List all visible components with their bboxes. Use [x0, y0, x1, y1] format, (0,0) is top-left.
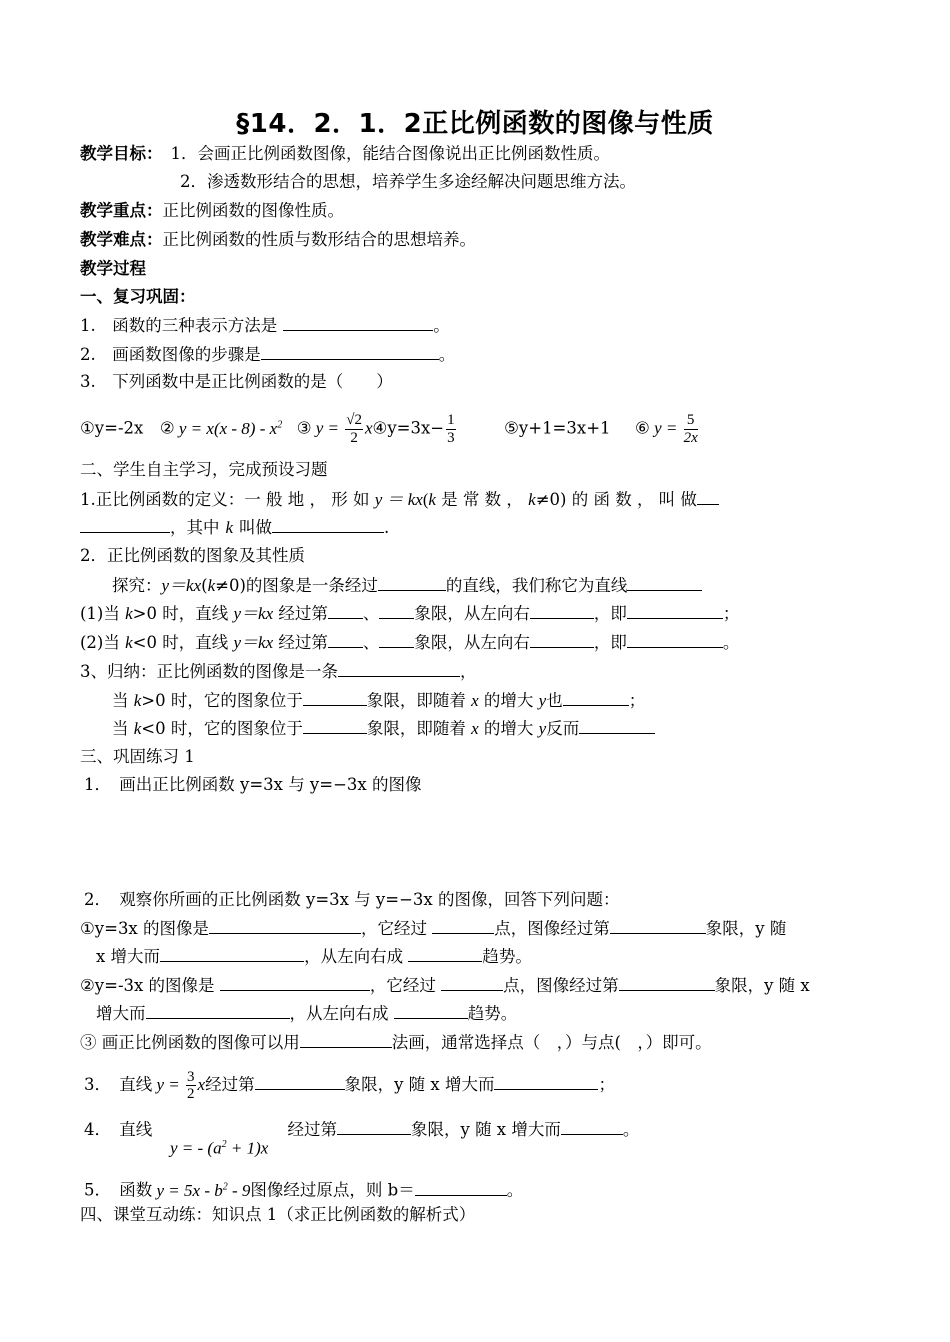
definition-text-d: 叫做 — [239, 518, 273, 537]
answer-blank[interactable] — [627, 631, 723, 648]
answer-blank[interactable] — [328, 602, 363, 619]
summary-text: 当 — [112, 691, 129, 710]
property-2-prefix: (2)当 — [80, 633, 120, 652]
exercise-2-q1-line-2 — [96, 945, 532, 968]
question-text: x 增大而 — [96, 947, 161, 966]
question-text: ； — [598, 1075, 615, 1094]
question-text: ，它经过 — [369, 976, 436, 995]
summary-line-3: 当 k<0 时，它的图象位于 象限，即随着 x 的增大 y反而 — [112, 717, 655, 740]
question-text: 。 — [506, 1180, 524, 1200]
property-text: 经过第 — [278, 633, 328, 652]
question-text: 经过第 — [287, 1120, 337, 1139]
definition-line-2: ，其中 k 叫做 . — [80, 516, 389, 539]
review-q1: 1. 函数的三种表示方法是 。 — [80, 316, 450, 335]
answer-blank[interactable] — [80, 516, 170, 533]
explore-label: 探究： — [112, 576, 162, 595]
option-2-marker: ② — [159, 418, 175, 438]
property-line-2: (2)当 k<0 时，直线 y＝kx 经过第 、 象限，从左向右 ，即 。 — [80, 633, 740, 652]
answer-blank[interactable] — [441, 974, 503, 991]
summary-text: 时，它的图象位于 — [170, 691, 303, 710]
property-text: 时，直线 — [162, 633, 229, 652]
answer-blank[interactable] — [209, 917, 361, 934]
summary-text: 反而 — [546, 719, 580, 738]
definition-text-a: 1.正比例函数的定义：一 般 地 ， 形 如 — [80, 490, 370, 509]
review-q2-text: 2. 画函数图像的步骤是 — [80, 345, 261, 364]
option-3-fraction: $\frac{√2}{2}$ — [346, 412, 362, 446]
summary-text: 的增大 — [483, 691, 534, 710]
summary-text: 3、归纳：正比例函数的图像是一条 — [80, 662, 338, 681]
question-text: 点，图像经过第 — [503, 976, 619, 995]
exercise-5-formula: $y = 5x - b^2 - 9$ — [152, 1180, 251, 1200]
answer-blank[interactable] — [338, 660, 460, 677]
exercise-4 — [84, 1118, 639, 1141]
goals-line-2 — [180, 171, 636, 193]
question-text: 象限，y 随 — [705, 919, 787, 938]
exercise-2-q3 — [80, 1031, 712, 1054]
summary-text: 象限，即随着 — [366, 719, 466, 738]
question-text: 3． 直线 — [84, 1075, 153, 1094]
answer-blank[interactable] — [160, 945, 304, 962]
option-2-formula: $y = x(x - 8) - x^2$ — [174, 418, 283, 438]
answer-blank[interactable] — [394, 1002, 468, 1019]
option-4-fraction: $\frac{1}{3}$ — [447, 412, 455, 446]
question-text: 趋势。 — [467, 1004, 518, 1023]
answer-blank[interactable] — [328, 631, 363, 648]
answer-blank[interactable] — [627, 602, 723, 619]
summary-text: 象限，即随着 — [366, 691, 466, 710]
answer-blank[interactable] — [220, 974, 370, 991]
answer-blank[interactable] — [627, 574, 702, 591]
question-text: ，从左向右成 — [289, 1004, 389, 1023]
answer-blank[interactable] — [530, 631, 594, 648]
summary-text: 的增大 — [483, 719, 534, 738]
question-text: 经过第 — [205, 1075, 255, 1094]
subsection-2-heading: 2．正比例函数的图象及其性质 — [80, 546, 305, 565]
answer-blank[interactable] — [337, 1118, 411, 1135]
summary-text: 时，它的图象位于 — [170, 719, 303, 738]
goal-1: 1．会画正比例函数图像，能结合图像说出正比例函数性质。 — [170, 144, 610, 163]
key-text: 正比例函数的图像性质。 — [162, 201, 344, 220]
definition-line-1: 1.正比例函数的定义：一 般 地 ， 形 如 y ＝ kx(k 是 常 数 ， k≠0) 的 函 数 ， 叫 做 — [80, 488, 719, 511]
property-1-prefix: (1)当 — [80, 604, 120, 623]
property-text: ，即 — [593, 633, 627, 652]
option-4: ④y=3x− — [372, 418, 445, 438]
section-2-heading: 二、学生自主学习，完成预设习题 — [80, 460, 328, 479]
exercise-3: 3． 直线 y = $\frac{3}{2}$ x经过第 象限，y 随 x 增大而 ； — [84, 1068, 615, 1102]
answer-blank[interactable] — [300, 1031, 392, 1048]
property-text: 时，直线 — [162, 604, 229, 623]
section-4-heading: 四、课堂互动练：知识点 1（求正比例函数的解析式） — [80, 1205, 476, 1224]
difficulty-line — [80, 229, 476, 251]
answer-blank[interactable] — [432, 917, 494, 934]
exercise-1: 1． 画出正比例函数 y=3x 与 y=−3x 的图像 — [84, 775, 422, 794]
review-q3-options: ①y=-2x ② $y = x(x - 8) - x^2$ ③ y = $\frac{√2}{2}$ x④y=3x− $\frac{1}{3}$ ⑤y+1=3x+1 ⑥ y = $\frac{5}{2x}$ — [80, 412, 698, 446]
explore-line: 探究：y＝kx(k≠0)的图象是一条经过 的直线，我们称它为直线 — [112, 574, 702, 597]
answer-blank[interactable] — [283, 314, 433, 331]
difficulty-label: 教学难点： — [80, 230, 163, 249]
exercise-4-formula: y = - $(a^2 + 1)x$ — [170, 1138, 269, 1158]
page-title: §14．2．1．2正比例函数的图像与性质 — [236, 109, 714, 139]
option-6-fraction: $\frac{5}{2x}$ — [683, 412, 698, 446]
key-point-line — [80, 200, 344, 222]
explore-text-b: 的图象是一条经过 — [245, 576, 378, 595]
question-text: 图像经过原点，则 b＝ — [250, 1180, 415, 1200]
question-text: 法画，通常选择点（ ，）与点( ，）即可。 — [391, 1033, 712, 1052]
answer-blank[interactable] — [255, 1073, 345, 1090]
exercise-3-fraction: $\frac{3}{2}$ — [187, 1068, 195, 1102]
property-text: ，即 — [593, 604, 627, 623]
exercise-2-q2-line-2 — [96, 1002, 517, 1025]
answer-blank[interactable] — [697, 488, 719, 505]
answer-blank[interactable] — [303, 717, 367, 734]
answer-blank[interactable] — [146, 1002, 290, 1019]
answer-blank[interactable] — [303, 689, 367, 706]
option-6-marker: ⑥ — [635, 418, 650, 438]
property-text: 经过第 — [278, 604, 328, 623]
section-3-heading: 三、巩固练习 1 — [80, 747, 195, 766]
answer-blank[interactable] — [379, 602, 414, 619]
review-q1-text: 1. 函数的三种表示方法是 — [80, 316, 278, 335]
goals-line-1 — [80, 143, 610, 165]
question-text: 象限，y 随 x — [714, 976, 810, 995]
answer-blank[interactable] — [415, 1179, 507, 1196]
goals-label: 教学目标： — [80, 144, 163, 163]
answer-blank[interactable] — [272, 516, 384, 533]
explore-text-c: 的直线，我们称它为直线 — [445, 576, 628, 595]
review-q3: 3. 下列函数中是正比例函数的是（ ） — [80, 372, 393, 391]
goal-2: 2．渗透数形结合的思想，培养学生多途经解决问题思维方法。 — [180, 172, 636, 191]
exercise-5 — [84, 1176, 523, 1202]
question-text: ，它经过 — [361, 919, 427, 938]
answer-blank[interactable] — [408, 945, 482, 962]
property-text: 象限，从左向右 — [414, 604, 530, 623]
question-text: 增大而 — [96, 1004, 146, 1023]
question-text: ②y=-3x 的图像是 — [80, 976, 215, 995]
answer-blank[interactable] — [619, 974, 715, 991]
definition-formula: y ＝ kx — [374, 490, 423, 509]
option-6-formula: y = — [649, 418, 682, 438]
answer-blank[interactable] — [379, 631, 414, 648]
definition-text-c: ，其中 — [170, 518, 220, 537]
answer-blank[interactable] — [561, 1118, 623, 1135]
answer-blank[interactable] — [378, 574, 446, 591]
answer-blank[interactable] — [610, 917, 706, 934]
question-text: 象限，y 随 x 增大而 — [411, 1120, 561, 1139]
process-heading: 教学过程 — [80, 259, 146, 278]
question-text: 5． 函数 — [84, 1180, 153, 1200]
option-1: ①y=-2x — [80, 418, 144, 438]
property-text: 象限，从左向右 — [414, 633, 530, 652]
summary-text: 也 — [546, 691, 563, 710]
property-line-1: (1)当 k>0 时，直线 y＝kx 经过第 、 象限，从左向右 ，即 ； — [80, 604, 740, 623]
question-text: ，从左向右成 — [304, 947, 404, 966]
answer-blank[interactable] — [530, 602, 594, 619]
answer-blank[interactable] — [563, 689, 629, 706]
key-label: 教学重点： — [80, 201, 163, 220]
question-text: 点，图像经过第 — [494, 919, 610, 938]
exercise-2: 2． 观察你所画的正比例函数 y=3x 与 y=−3x 的图像，回答下列问题： — [84, 890, 620, 909]
question-text: 4． 直线 — [84, 1120, 153, 1139]
option-3-marker: ③ — [296, 418, 312, 438]
answer-blank[interactable] — [579, 717, 655, 734]
question-text: ③ 画正比例函数的图像可以用 — [80, 1033, 300, 1052]
review-q2: 2. 画函数图像的步骤是 。 — [80, 345, 456, 364]
summary-line-2: 当 k>0 时，它的图象位于 象限，即随着 x 的增大 y也 ； — [112, 691, 646, 710]
summary-line-1: 3、归纳：正比例函数的图像是一条 ， — [80, 662, 477, 681]
question-text: ①y=3x 的图像是 — [80, 919, 209, 938]
option-3-formula: y = — [311, 418, 344, 438]
difficulty-text: 正比例函数的性质与数形结合的思想培养。 — [162, 230, 476, 249]
exercise-2-q1-line-1 — [80, 917, 786, 940]
section-1-heading: 一、复习巩固： — [80, 287, 196, 306]
exercise-2-q2-line-1 — [80, 974, 810, 997]
definition-text-b: 的 函 数 ， 叫 做 — [571, 490, 697, 509]
question-text: 。 — [622, 1120, 640, 1139]
option-5: ⑤y+1=3x+1 — [504, 418, 611, 438]
question-text: 趋势。 — [482, 947, 532, 966]
question-text: 象限，y 随 x 增大而 — [344, 1075, 495, 1094]
answer-blank[interactable] — [494, 1073, 598, 1090]
answer-blank[interactable] — [261, 343, 439, 360]
summary-text: 当 — [112, 719, 129, 738]
